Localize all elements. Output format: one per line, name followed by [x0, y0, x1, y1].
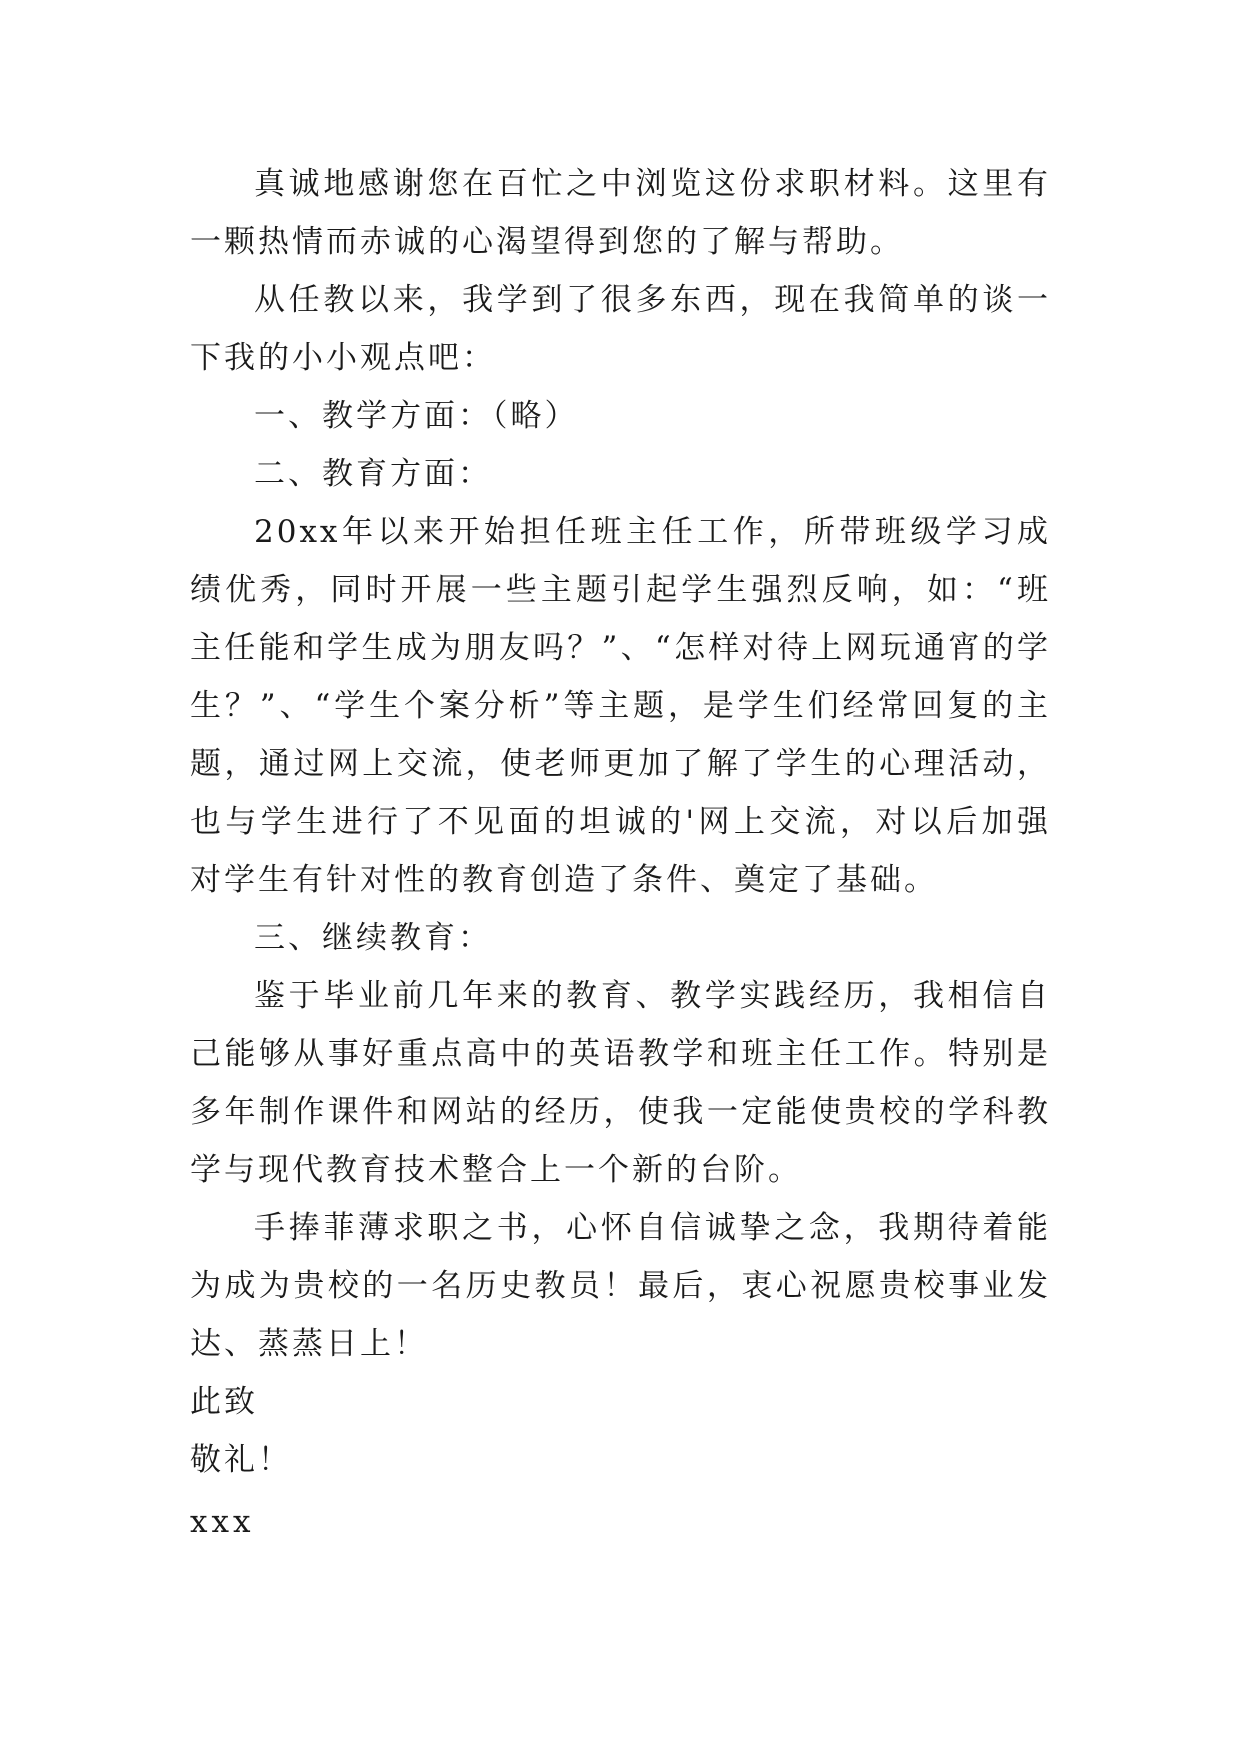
paragraph-qualifications: 鉴于毕业前几年来的教育、教学实践经历，我相信自己能够从事好重点高中的英语教学和班主任工作。特别是多年制作课件和网站的经历，使我一定能使贵校的学科教学与现代教育技术整合上一个新的台阶。 — [190, 978, 1051, 1188]
signature: xxx — [190, 1504, 255, 1540]
paragraph-intro: 从任教以来，我学到了很多东西，现在我简单的谈一下我的小小观点吧： — [190, 282, 1051, 376]
closing-salutation: 此致 — [190, 1384, 258, 1420]
letter-body — [190, 155, 1051, 1551]
section-heading-teaching: 一、教学方面：（略） — [254, 398, 579, 434]
section-heading-continuing-education: 三、继续教育： — [254, 920, 492, 956]
section-heading-education: 二、教育方面： — [254, 456, 492, 492]
paragraph-class-teacher-work: 20xx年以来开始担任班主任工作，所带班级学习成绩优秀，同时开展一些主题引起学生强烈反响，如：“班主任能和学生成为朋友吗？”、“怎样对待上网玩通宵的学生？”、“学生个案分析”等主题，是学生们经常回复的主题，通过网上交流，使老师更加了解了学生的心理活动，也与学生进行了不见面的坦诚的'网上交流，对以后加强对学生有针对性的教育创造了条件、奠定了基础。 — [190, 514, 1051, 898]
closing-regards: 敬礼！ — [190, 1442, 292, 1478]
paragraph-closing-wish: 手捧菲薄求职之书，心怀自信诚挚之念，我期待着能为成为贵校的一名历史教员！最后，衷心祝愿贵校事业发达、蒸蒸日上！ — [190, 1210, 1051, 1362]
paragraph-thanks: 真诚地感谢您在百忙之中浏览这份求职材料。这里有一颗热情而赤诚的心渴望得到您的了解与帮助。 — [190, 166, 1051, 260]
